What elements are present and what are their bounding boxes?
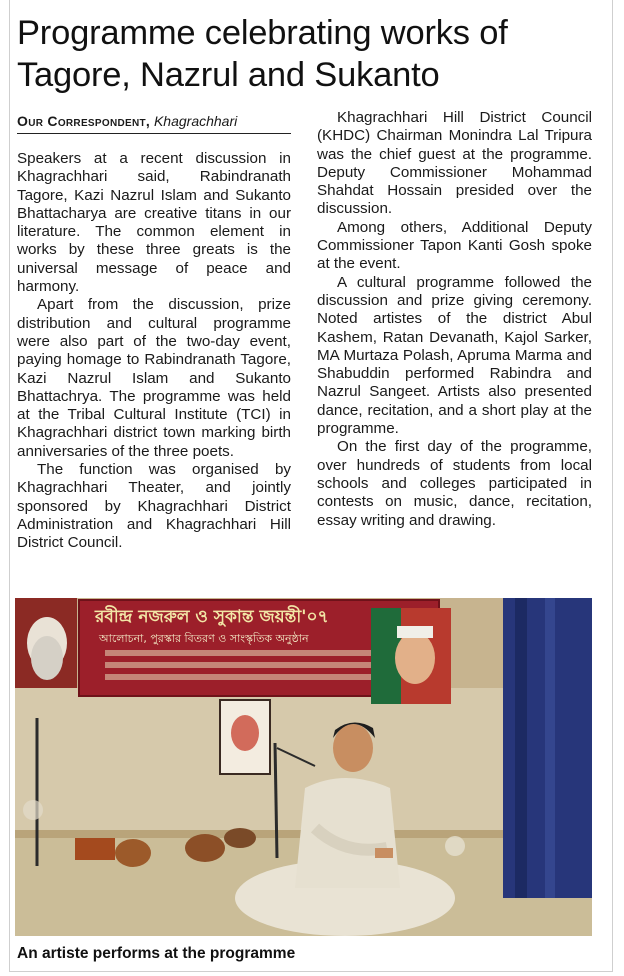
banner-title: রবীন্দ্র নজরুল ও সুকান্ত জয়ন্তী'০৭	[95, 607, 329, 627]
byline	[17, 113, 291, 134]
photo-caption: An artiste performs at the programme	[17, 945, 296, 962]
paragraph: Speakers at a recent discussion in Khagrachhari said, Rabindranath Tagore, Kazi Nazrul Islam and Sukanto Bhattacharya are creative titans in our literature. The common element in works by these three greats is the universal message of peace and harmony.	[17, 150, 291, 296]
paragraph: Khagrachhari Hill District Council (KHDC) Chairman Monindra Lal Tripura was the chief guest at the programme. Deputy Commissioner Mohammad Shahdat Hossain presided over the discussion.	[317, 109, 592, 218]
paragraph: The function was organised by Khagrachhari Theater, and jointly sponsored by Khagrachhari District Administration and Khagrachhari Hill District Council.	[17, 461, 291, 552]
banner-subtitle: আলোচনা, পুরস্কার বিতরণ ও সাংস্কৃতিক অনুষ্ঠান	[99, 632, 309, 645]
paragraph: On the first day of the programme, over hundreds of students from local schools and colleges participated in contests on music, dance, recitation, essay writing and drawing.	[317, 438, 592, 529]
byline-location: Khagrachhari	[153, 113, 238, 129]
article-column-2	[317, 109, 592, 530]
byline-correspondent: Our Correspondent,	[17, 113, 151, 129]
article-column-1	[17, 150, 291, 553]
paragraph: A cultural programme followed the discussion and prize giving ceremony. Noted artistes of the district Abul Kashem, Ratan Devanath, Kajol Sarker, MA Murtaza Polash, Apruma Marma and Shabuddin performed Rabindra and Nazrul Sangeet. Artists also presented dance, recitation, and a short play at the programme.	[317, 273, 592, 438]
paragraph: Apart from the discussion, prize distribution and cultural programme were also part of the two-day event, paying homage to Rabindranath Tagore, Kazi Nazrul Islam and Sukanto Bhattachrya. The programme was held at the Tribal Cultural Institute (TCI) in Khagrachhari district town marking birth anniversaries of the three poets.	[17, 296, 291, 460]
article-headline: Programme celebrating works of Tagore, Nazrul and Sukanto	[17, 14, 508, 94]
article-photo	[15, 598, 592, 936]
paragraph: Among others, Additional Deputy Commissioner Tapon Kanti Gosh spoke at the event.	[317, 218, 592, 273]
